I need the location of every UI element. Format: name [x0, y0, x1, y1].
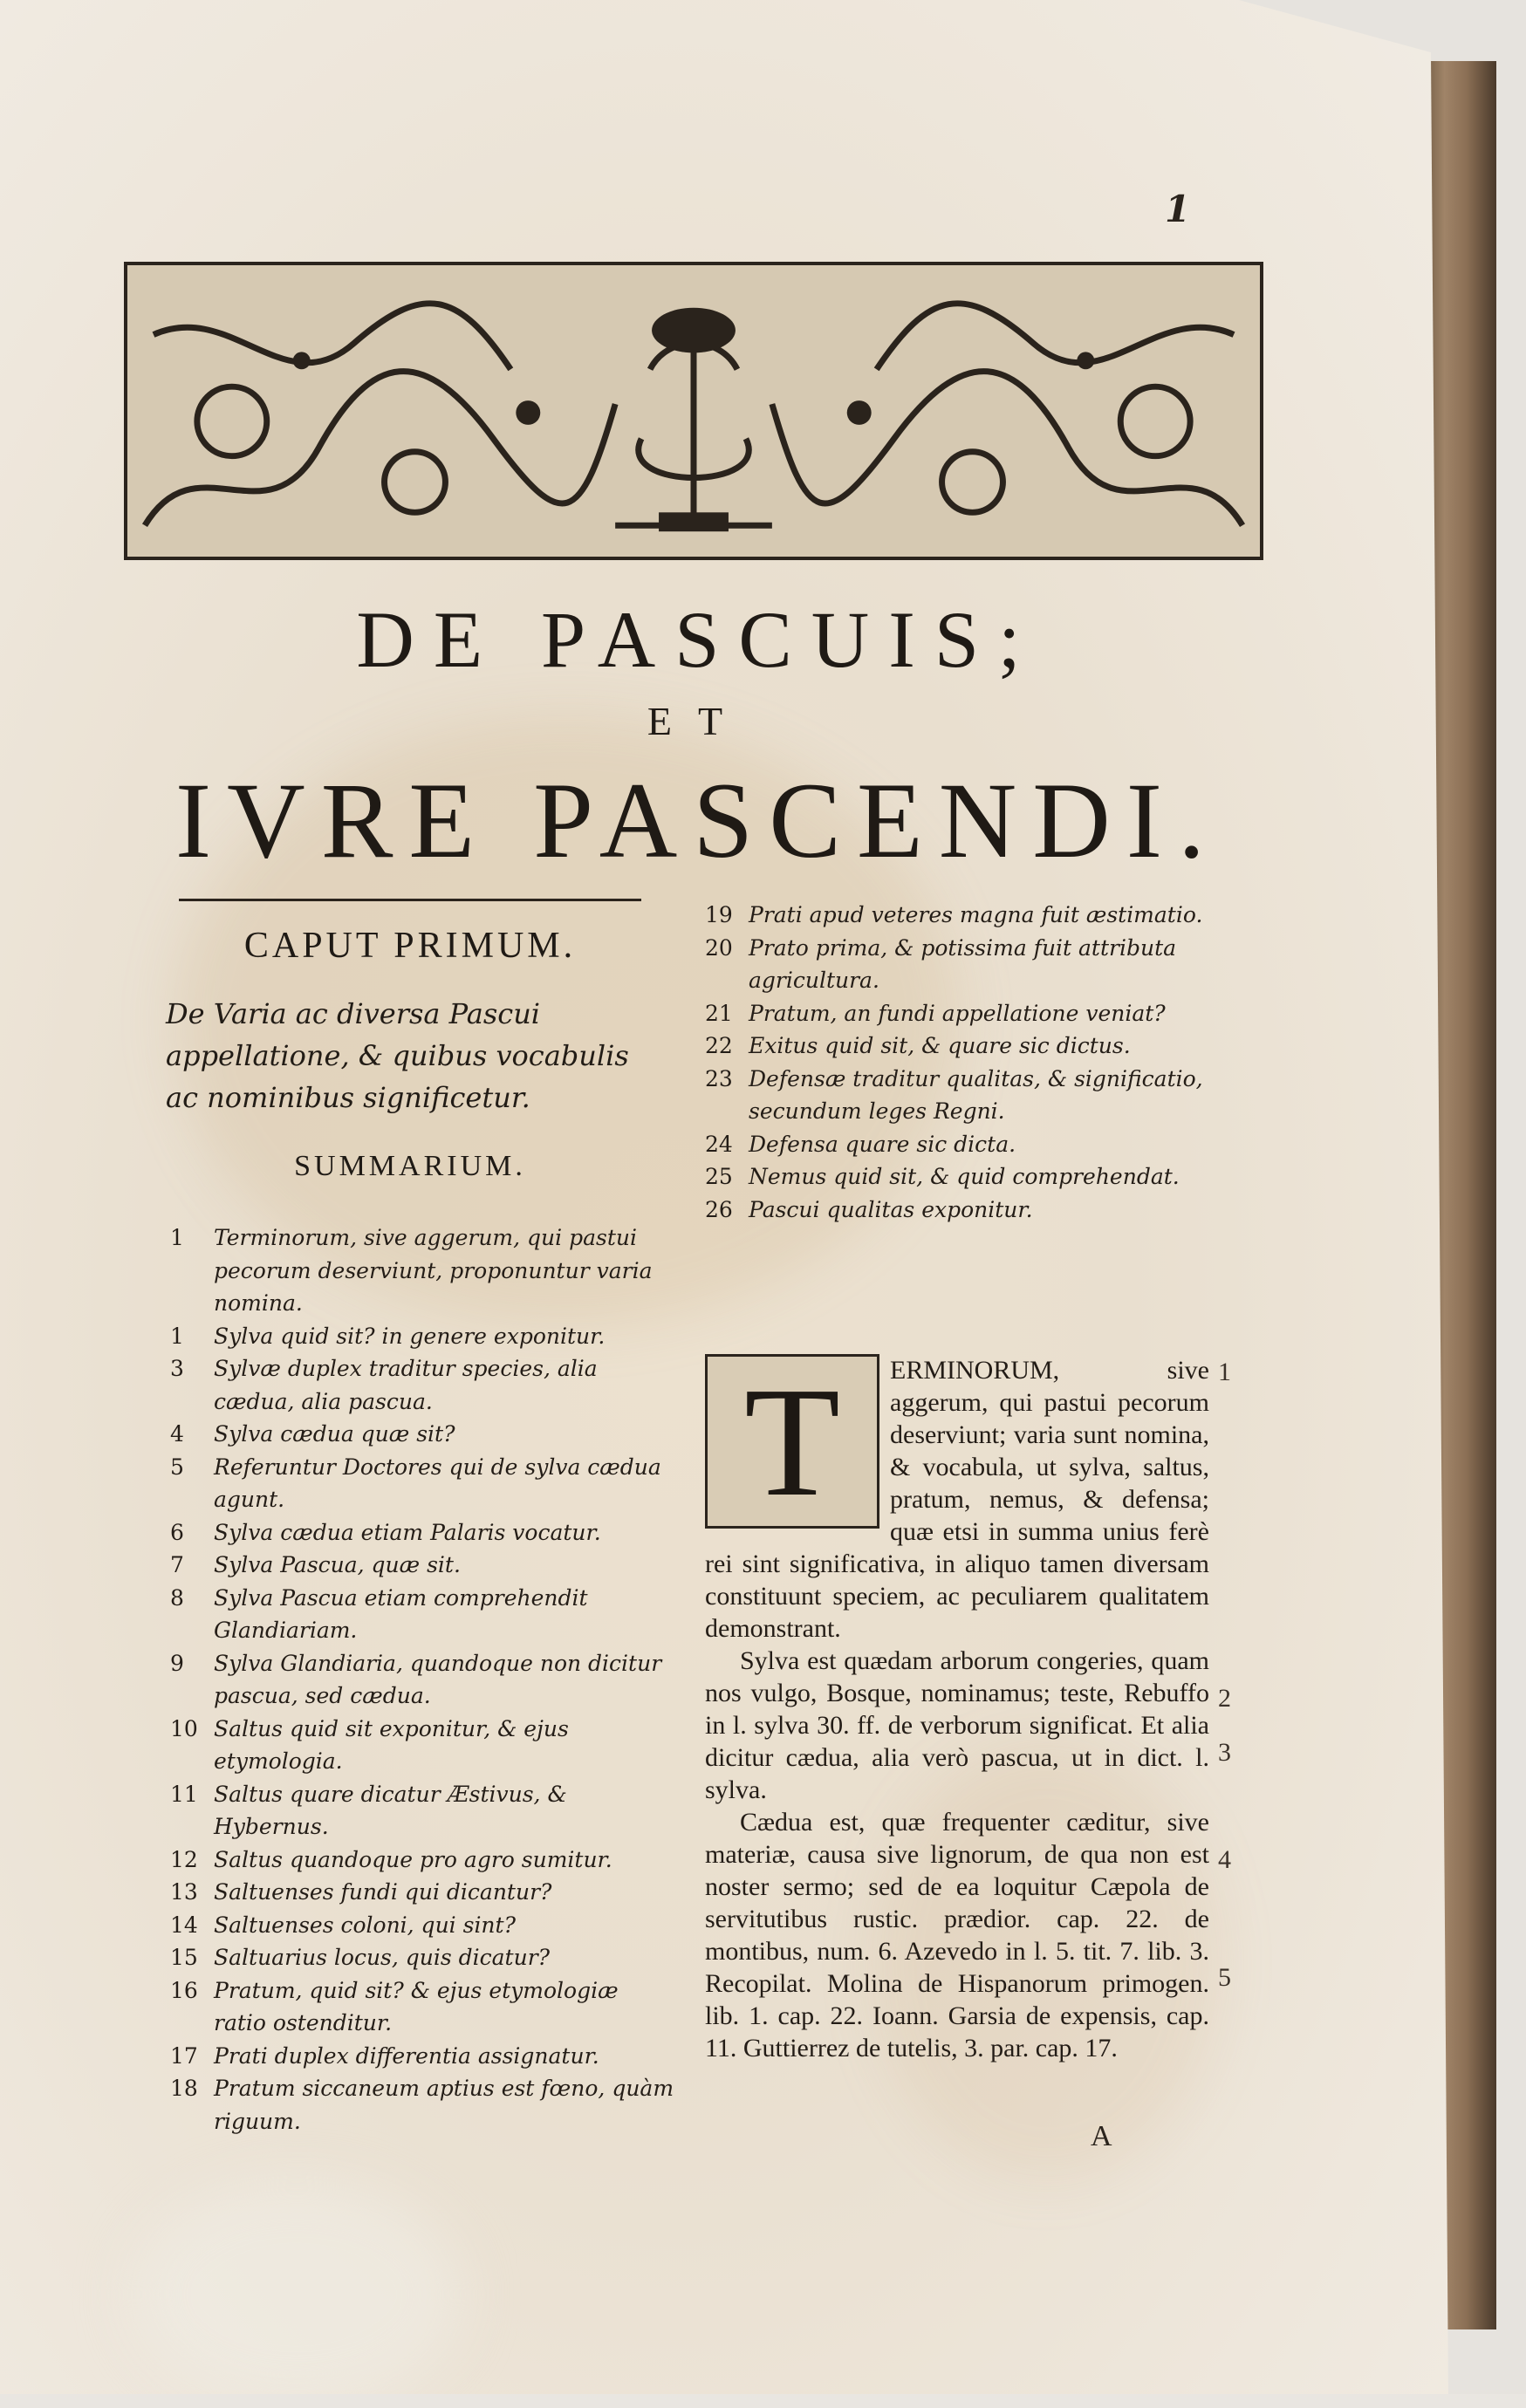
summary-text: Sylva Pascua etiam comprehendit Glandiariam.	[214, 1584, 588, 1643]
summary-item	[705, 1128, 1209, 1161]
summary-number: 16	[170, 1977, 198, 2003]
summary-number: 6	[170, 1519, 184, 1545]
summary-text: Saltuenses fundi qui dicantur?	[214, 1879, 552, 1905]
summary-item	[170, 1352, 676, 1418]
ornamental-headpiece-icon	[124, 262, 1263, 560]
dropcap-letter: T	[744, 1355, 840, 1529]
summary-text: Defensa quare sic dicta.	[749, 1131, 1016, 1157]
summary-heading: SUMMARIUM.	[294, 1150, 526, 1182]
summary-text: Saltuenses coloni, qui sint?	[214, 1912, 516, 1938]
summary-text: Nemus quid sit, & quid comprehendat.	[749, 1164, 1180, 1189]
summary-number: 15	[170, 1945, 198, 1970]
summary-text: Pratum, an fundi appellatione veniat?	[749, 1000, 1166, 1026]
summary-number: 10	[170, 1715, 198, 1741]
summary-item	[170, 1549, 676, 1582]
summary-item	[170, 1582, 676, 1647]
summary-item	[170, 1418, 676, 1451]
summary-number: 8	[170, 1584, 184, 1611]
summary-number: 22	[705, 1033, 733, 1058]
margin-number: 3	[1218, 1738, 1231, 1767]
summary-number: 26	[705, 1196, 733, 1222]
summary-text: Sylva quid sit? in genere exponitur.	[214, 1323, 606, 1349]
summary-item	[170, 1516, 676, 1549]
summary-text: Sylva Glandiaria, quandoque non dicitur pascua, sed cædua.	[214, 1650, 662, 1708]
summary-text: Terminorum, sive aggerum, qui pastui pecorum deserviunt, proponuntur varia nomina.	[214, 1225, 653, 1316]
summary-number: 3	[170, 1356, 184, 1381]
summary-item	[170, 2040, 676, 2073]
summary-text: Sylva Pascua, quæ sit.	[214, 1552, 461, 1577]
summary-number: 14	[170, 1912, 198, 1938]
summary-item	[170, 1876, 676, 1909]
margin-number: 2	[1218, 1684, 1231, 1713]
summary-text: Prati apud veteres magna fuit æstimatio.	[749, 902, 1203, 927]
summary-text: Defensæ traditur qualitas, & significatio, secundum leges Regni.	[749, 1065, 1203, 1124]
summary-list-left	[170, 1221, 676, 2138]
paper-stain	[131, 2181, 462, 2408]
summary-item	[170, 1221, 676, 1320]
title-line-3: IVRE PASCENDI.	[174, 761, 1221, 880]
summary-number: 12	[170, 1846, 198, 1872]
chapter-intro: De Varia ac diversa Pascui appellatione, & quibus vocabulis ac nominibus significetur.	[166, 997, 629, 1114]
summary-item	[170, 1778, 676, 1844]
summary-text: Sylva cædua etiam Palaris vocatur.	[214, 1519, 601, 1545]
title-line-2: ET	[647, 699, 749, 743]
chapter-heading: CAPUT PRIMUM.	[243, 926, 577, 966]
summary-item	[705, 899, 1209, 932]
summary-item	[705, 1030, 1209, 1063]
summary-number: 24	[705, 1131, 733, 1157]
dropcap-initial	[705, 1354, 879, 1529]
summary-text: Referuntur Doctores qui de sylva cædua agunt.	[214, 1454, 661, 1512]
summary-text: Pascui qualitas exponitur.	[749, 1196, 1033, 1222]
summary-number: 20	[705, 934, 733, 961]
summary-item	[705, 932, 1209, 997]
signature-mark: A	[1091, 2120, 1112, 2152]
summary-number: 13	[170, 1879, 198, 1905]
summary-text: Pratum siccaneum aptius est fœno, quàm riguum.	[214, 2076, 674, 2134]
summary-item	[705, 997, 1209, 1030]
summary-item	[170, 1713, 676, 1778]
summary-text: Sylvæ duplex traditur species, alia cædua, alia pascua.	[214, 1356, 598, 1414]
summary-number: 7	[170, 1552, 184, 1577]
body-paragraph: Cædua est, quæ frequenter cæditur, sive materiæ, causa sive lignorum, de qua non est noster sermo; sed de ea loquitur Cæpola de servitutibus rustic. prædior. cap. 22. de montibus, num. 6. Azevedo in l. 5. tit. 7. lib. 3. Recopilat. Molina de Hispanorum primogen. lib. 1. cap. 22. Ioann. Garsia de expensis, cap. 11. Guttierrez de tutelis, 3. par. cap. 17.	[705, 1808, 1209, 2063]
summary-item	[705, 1160, 1209, 1194]
summary-number: 1	[170, 1323, 184, 1349]
summary-item	[170, 1909, 676, 1942]
divider-rule	[179, 899, 641, 901]
margin-number: 4	[1218, 1845, 1231, 1874]
summary-number: 19	[705, 902, 733, 927]
title-line-1: DE PASCUIS;	[356, 595, 1040, 684]
summary-item	[705, 1063, 1209, 1128]
summary-item	[170, 1844, 676, 1877]
summary-number: 23	[705, 1065, 733, 1091]
summary-text: Saltus quandoque pro agro sumitur.	[214, 1846, 612, 1872]
summary-text: Saltus quare dicatur Æstivus, & Hybernus.	[214, 1781, 567, 1839]
summary-item	[170, 1451, 676, 1516]
summary-text: Prato prima, & potissima fuit attributa agricultura.	[749, 934, 1177, 993]
summary-list-right	[705, 899, 1209, 1226]
summary-number: 9	[170, 1650, 184, 1676]
summary-item	[170, 2072, 676, 2138]
page-number: 1	[1165, 188, 1191, 230]
summary-number: 18	[170, 2076, 198, 2101]
body-paragraph: Sylva est quædam arborum congeries, quam nos vulgo, Bosque, nominamus; teste, Rebuffo in l. sylva 30. ff. de verborum significat. Et alia dicitur cædua, alia verò pascua, ut in dict. l. sylva.	[705, 1646, 1209, 1804]
summary-text: Saltus quid sit exponitur, & ejus etymologia.	[214, 1715, 569, 1774]
summary-number: 17	[170, 2042, 198, 2069]
summary-number: 4	[170, 1421, 184, 1447]
summary-text: Saltuarius locus, quis dicatur?	[214, 1945, 551, 1970]
summary-item	[170, 1941, 676, 1974]
summary-text: Sylva cædua quæ sit?	[214, 1421, 455, 1447]
margin-number: 5	[1218, 1963, 1231, 1992]
summary-item	[705, 1194, 1209, 1227]
summary-item	[170, 1320, 676, 1353]
summary-number: 1	[170, 1225, 184, 1250]
summary-item	[170, 1974, 676, 2040]
body-paragraph-text: ERMINORUM, sive aggerum, qui pastui pecorum deserviunt; varia sunt nomina, & vocabula, ut sylva, saltus, pratum, nemus, & defensa; quæ etsi in summa unius ferè rei sint significativa, in aliquo tamen diversam constituunt speciem, ac peculiarem qualitatem demonstrant.	[705, 1356, 1209, 1643]
summary-text: Exitus quid sit, & quare sic dictus.	[749, 1033, 1131, 1058]
summary-item	[170, 1647, 676, 1713]
summary-text: Pratum, quid sit? & ejus etymologiæ ratio ostenditur.	[214, 1977, 619, 2035]
summary-text: Prati duplex differentia assignatur.	[214, 2042, 599, 2069]
summary-number: 11	[170, 1781, 198, 1807]
margin-number: 1	[1218, 1358, 1231, 1386]
summary-number: 21	[705, 1000, 733, 1026]
summary-number: 25	[705, 1164, 733, 1189]
summary-number: 5	[170, 1454, 184, 1480]
